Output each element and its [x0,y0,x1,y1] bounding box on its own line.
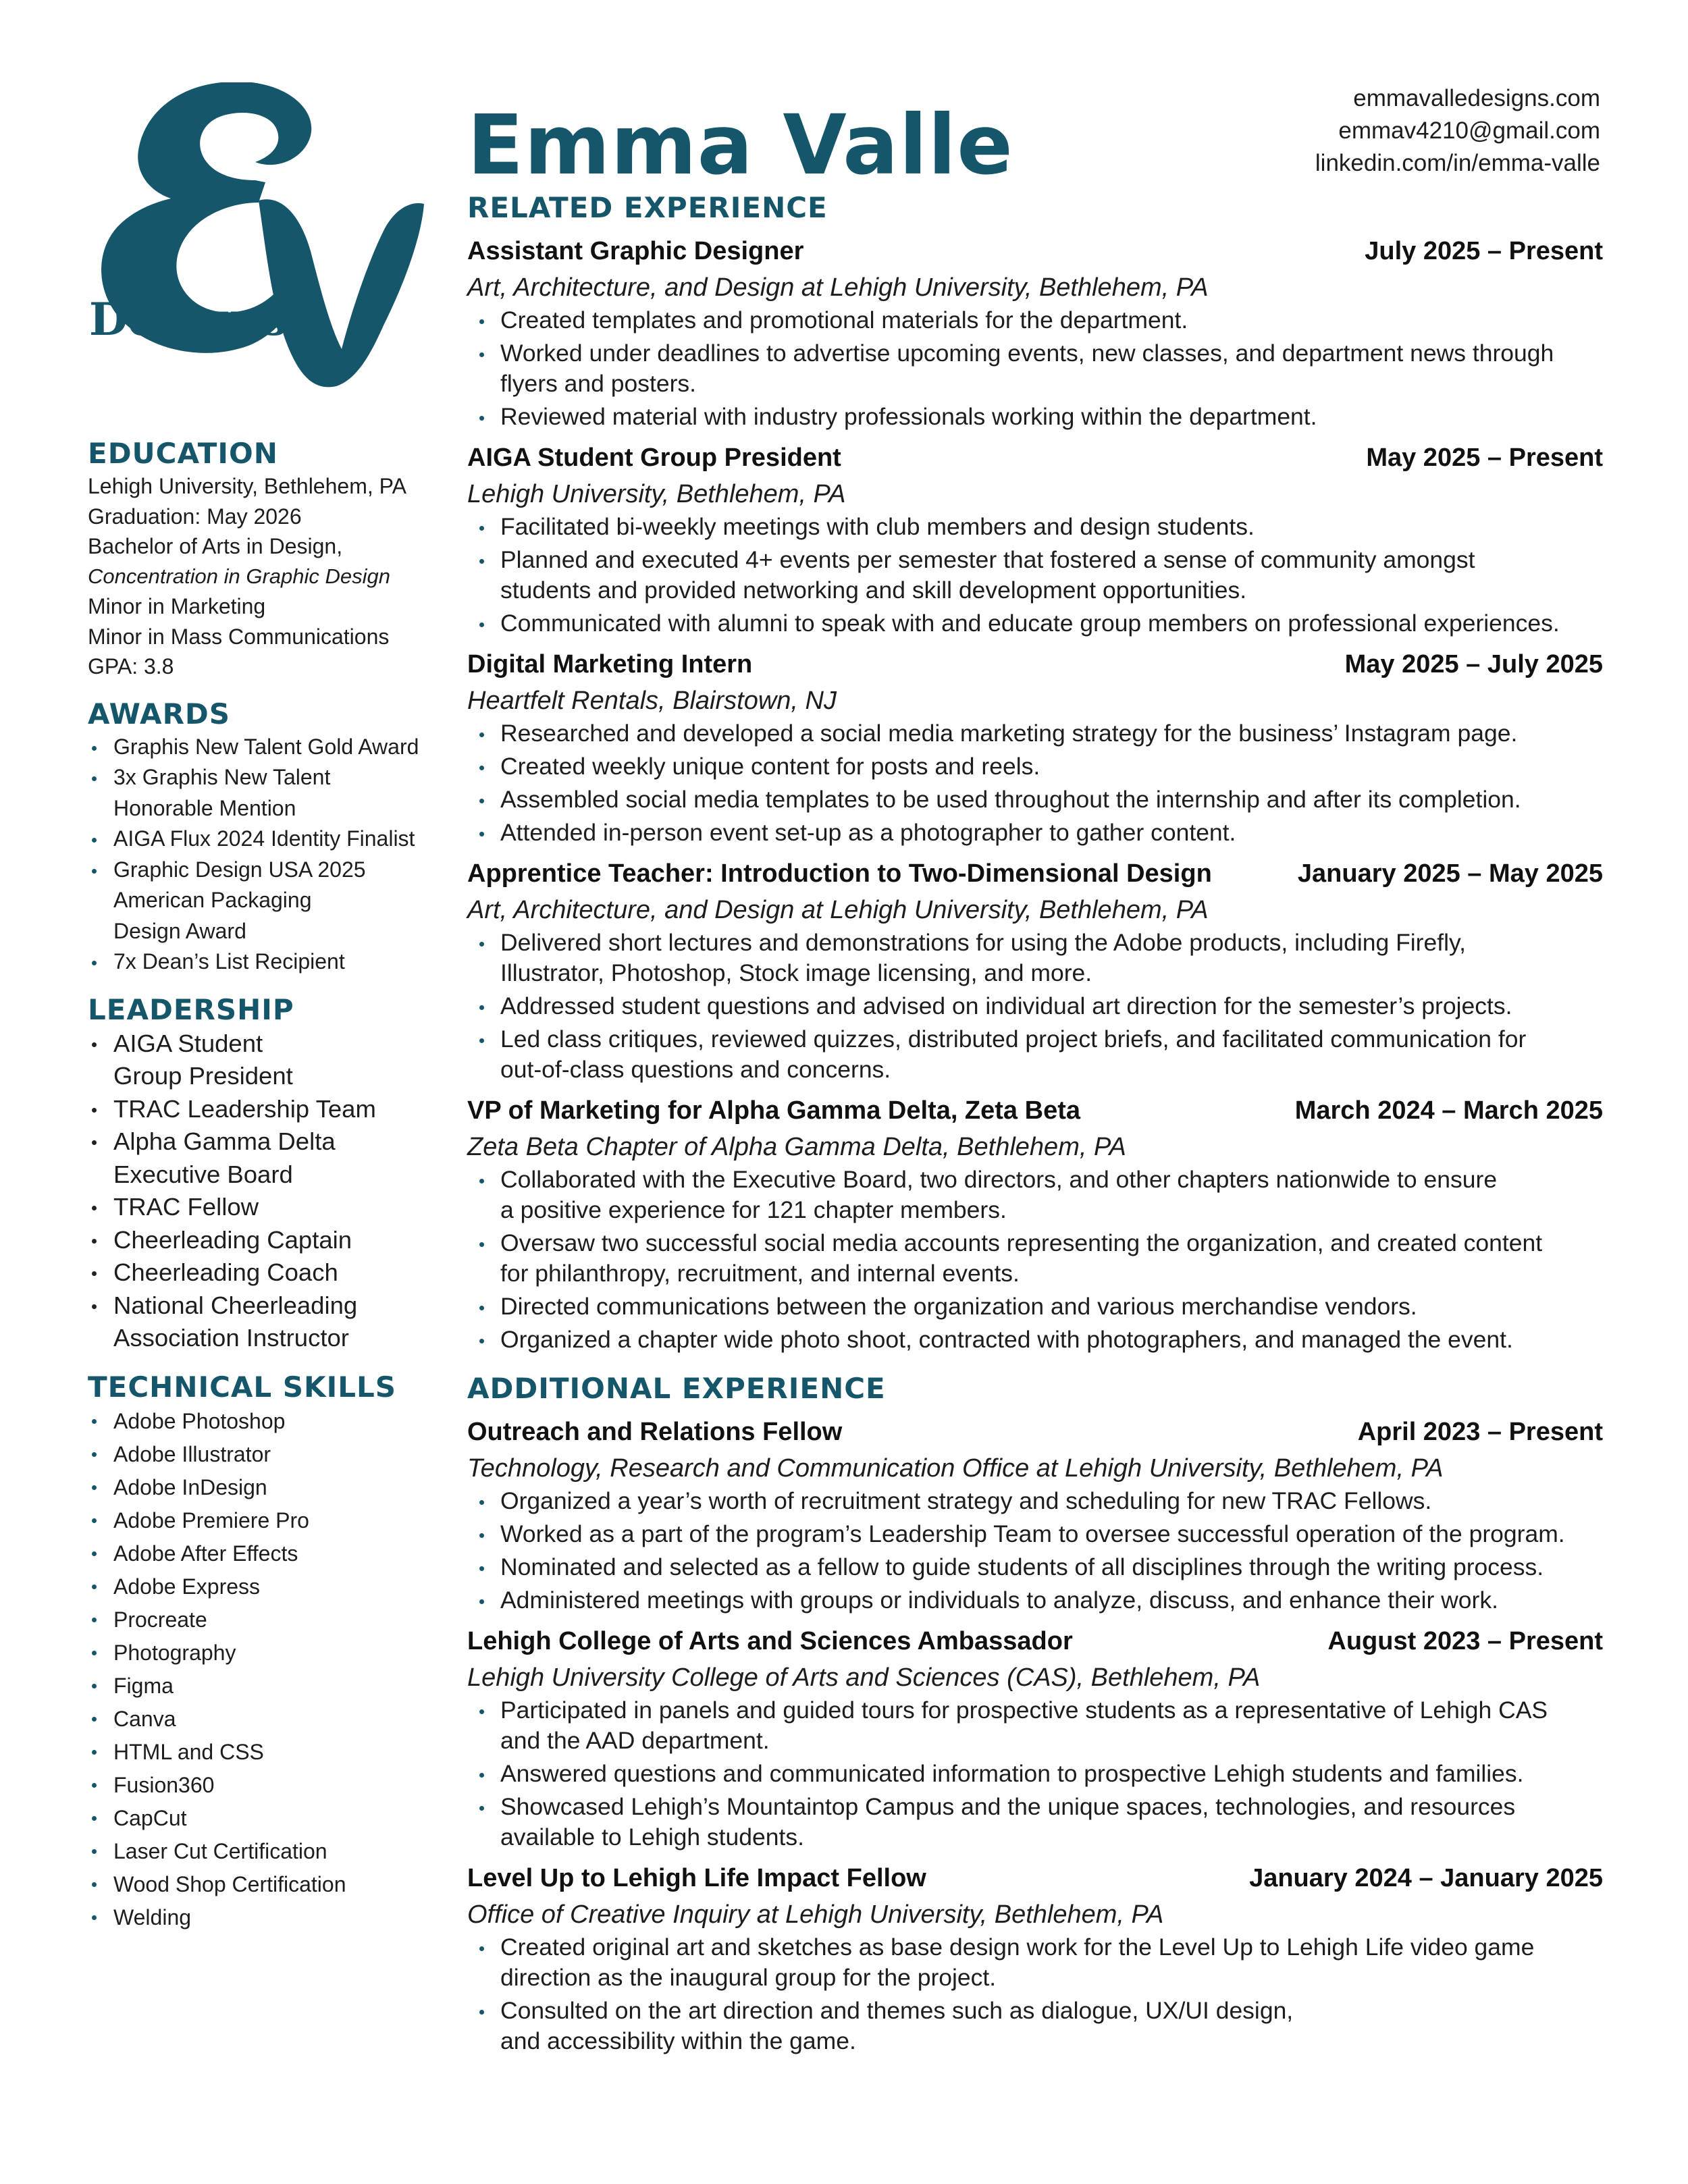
job-title: Apprentice Teacher: Introduction to Two-Dimensional Design [467,859,1212,888]
job-bullets [467,512,1603,639]
job-date: July 2025 – Present [1365,237,1603,265]
skill-item-text: Photography [113,1640,236,1665]
job-bullet-line: for philanthropy, recruitment, and internal events. [500,1260,1020,1287]
experience-header [467,1859,1603,1897]
leadership-item-text: National Cheerleading [113,1291,358,1319]
job-organization: Zeta Beta Chapter of Alpha Gamma Delta, Bethlehem, PA [467,1133,1126,1161]
ev-designs-logo [86,82,424,393]
skill-item-text: Adobe Express [113,1574,261,1599]
job-organization: Heartfelt Rentals, Blairstown, NJ [467,687,837,715]
education-line: Concentration in Graphic Design [88,564,391,588]
education-line: Minor in Marketing [88,594,266,618]
candidate-name: Emma Valle [467,97,1013,193]
job-bullet-line: Consulted on the art direction and themes such as dialogue, UX/UI design, [500,1997,1294,2024]
experience-header [467,1092,1603,1129]
experience-entry [467,645,1603,848]
job-bullet-line: Administered meetings with groups or individuals to analyze, discuss, and enhance their work. [500,1587,1498,1614]
leadership-heading: LEADERSHIP [88,992,294,1026]
job-bullet [467,928,1603,988]
job-bullet-line: and the AAD department. [500,1727,770,1754]
skill-item [88,1703,452,1736]
related-experience-list [467,232,1603,1355]
leadership-item [88,1125,452,1191]
job-bullet-line: Directed communications between the organization and various merchandise vendors. [500,1293,1417,1320]
skill-item-text: Laser Cut Certification [113,1838,327,1863]
experience-entry [467,1092,1603,1355]
job-bullet [467,1792,1603,1853]
job-organization: Art, Architecture, and Design at Lehigh University, Bethlehem, PA [467,273,1209,302]
skills-section [88,1370,452,1934]
job-organization: Technology, Research and Communication Office at Lehigh University, Bethlehem, PA [467,1454,1444,1483]
leadership-item-text: Association Instructor [113,1324,349,1352]
job-date: May 2025 – Present [1366,444,1603,472]
skill-item [88,1901,452,1934]
job-bullet-line: Worked as a part of the program’s Leadership Team to oversee successful operation of the program. [500,1520,1565,1547]
job-bullet-line: Showcased Lehigh’s Mountaintop Campus and the unique spaces, technologies, and resources [500,1793,1516,1820]
job-bullet-line: a positive experience for 121 chapter members. [500,1196,1007,1223]
left-column [88,436,452,1949]
award-item-text: 3x Graphis New Talent [113,765,331,789]
job-bullets [467,305,1603,432]
job-bullet [467,1996,1603,2056]
award-item-text: Graphic Design USA 2025 [113,857,366,882]
experience-header [467,855,1603,893]
experience-header [467,1622,1603,1660]
leadership-list [88,1028,452,1355]
job-bullet-line: Planned and executed 4+ events per semester that fostered a sense of community amongst [500,546,1475,573]
skill-item [88,1802,452,1835]
award-item [88,762,452,824]
job-title: Lehigh College of Arts and Sciences Ambassador [467,1627,1073,1655]
job-title: Digital Marketing Intern [467,650,753,678]
job-bullet-line: Created templates and promotional materials for the department. [500,307,1188,334]
skill-item-text: Fusion360 [113,1772,215,1797]
job-bullet [467,545,1603,606]
job-bullets [467,928,1603,1085]
job-bullets [467,718,1603,848]
job-title: VP of Marketing for Alpha Gamma Delta, Zeta Beta [467,1096,1080,1125]
job-date: January 2024 – January 2025 [1249,1864,1603,1892]
skills-heading: TECHNICAL SKILLS [88,1370,396,1404]
award-item [88,855,452,947]
job-bullet [467,718,1603,749]
experience-header [467,1413,1603,1451]
skill-item-text: Adobe Photoshop [113,1408,286,1433]
education-line: Minor in Mass Communications [88,624,390,649]
skill-item-text: Wood Shop Certification [113,1871,346,1896]
leadership-item-text: Alpha Gamma Delta [113,1127,336,1155]
skill-item [88,1570,452,1603]
additional-experience-list [467,1413,1603,2056]
job-bullet-line: flyers and posters. [500,370,697,397]
website-link[interactable]: emmavalledesigns.com [1353,85,1600,111]
awards-heading: AWARDS [88,697,231,730]
job-bullet [467,1165,1603,1225]
leadership-item [88,1028,452,1093]
job-bullets [467,1695,1603,1853]
skill-item [88,1636,452,1670]
leadership-item [88,1224,452,1257]
leadership-item-text: Group President [113,1062,293,1090]
education-line: GPA: 3.8 [88,654,174,678]
job-bullet-line: Organized a year’s worth of recruitment strategy and scheduling for new TRAC Fellows. [500,1487,1432,1514]
experience-header [467,232,1603,270]
experience-entry [467,1859,1603,2056]
email-link[interactable]: emmav4210@gmail.com [1338,117,1600,144]
skill-item-text: Adobe Premiere Pro [113,1508,309,1533]
job-bullet-line: out-of-class questions and concerns. [500,1056,891,1083]
education-section [88,436,452,682]
leadership-item [88,1289,452,1355]
job-bullet [467,818,1603,848]
skills-list [88,1405,452,1934]
job-bullet-line: Nominated and selected as a fellow to guide students of all disciplines through the writing process. [500,1553,1544,1580]
job-date: April 2023 – Present [1357,1418,1603,1446]
job-bullet [467,1759,1603,1789]
job-bullet-line: Reviewed material with industry professionals working within the department. [500,403,1317,430]
job-title: AIGA Student Group President [467,444,841,472]
skill-item [88,1835,452,1868]
job-bullet-line: Worked under deadlines to advertise upcoming events, new classes, and department news through [500,340,1554,367]
job-bullet [467,338,1603,399]
skill-item [88,1537,452,1570]
job-title: Outreach and Relations Fellow [467,1418,843,1446]
skill-item [88,1405,452,1438]
job-bullet-line: Illustrator, Photoshop, Stock image licensing, and more. [500,959,1092,986]
job-bullet-line: Created weekly unique content for posts and reels. [500,753,1040,780]
job-bullet [467,1552,1603,1582]
job-title: Assistant Graphic Designer [467,237,804,265]
leadership-item [88,1256,452,1289]
job-bullet-line: Communicated with alumni to speak with and educate group members on professional experiences. [500,610,1560,637]
experience-entry [467,1413,1603,1616]
job-bullet-line: Delivered short lectures and demonstrations for using the Adobe products, including Firefly, [500,929,1466,956]
job-date: January 2025 – May 2025 [1297,859,1603,888]
leadership-item-text: TRAC Fellow [113,1193,259,1221]
experience-entry [467,1622,1603,1853]
ev-monogram-icon [86,82,424,393]
job-bullet [467,305,1603,336]
job-bullet-line: Researched and developed a social media marketing strategy for the business’ Instagram page. [500,720,1518,747]
education-line: Bachelor of Arts in Design, [88,534,343,558]
job-date: May 2025 – July 2025 [1344,650,1603,678]
job-bullet [467,1486,1603,1516]
awards-section [88,697,452,978]
job-organization: Art, Architecture, and Design at Lehigh University, Bethlehem, PA [467,896,1209,924]
linkedin-link[interactable]: linkedin.com/in/emma-valle [1315,150,1600,176]
experience-entry [467,232,1603,432]
job-bullet-line: Attended in-person event set-up as a photographer to gather content. [500,819,1236,846]
job-bullet [467,1325,1603,1355]
award-item-text: Graphis New Talent Gold Award [113,734,419,759]
job-organization: Lehigh University, Bethlehem, PA [467,480,846,508]
job-bullet [467,1024,1603,1085]
leadership-item-text: Cheerleading Captain [113,1225,352,1254]
job-bullet-line: direction as the inaugural group for the project. [500,1964,997,1991]
leadership-item-text: AIGA Student [113,1029,263,1057]
skill-item-text: Adobe Illustrator [113,1441,271,1466]
experience-entry [467,439,1603,639]
job-title: Level Up to Lehigh Life Impact Fellow [467,1864,926,1892]
job-bullet-line: students and provided networking and skill development opportunities. [500,577,1247,604]
job-bullet-line: Created original art and sketches as base design work for the Level Up to Lehigh Life video game [500,1934,1535,1961]
job-organization: Lehigh University College of Arts and Sciences (CAS), Bethlehem, PA [467,1663,1261,1692]
job-bullet [467,512,1603,542]
job-bullet-line: Organized a chapter wide photo shoot, contracted with photographers, and managed the event. [500,1326,1513,1353]
skill-item-text: Figma [113,1673,174,1698]
skill-item-text: Procreate [113,1607,207,1632]
skill-item [88,1438,452,1471]
leadership-section [88,992,452,1355]
skill-item [88,1868,452,1901]
skill-item-text: Adobe InDesign [113,1474,267,1499]
logo-text: Designs [89,293,287,346]
job-bullet [467,1932,1603,1993]
job-date: August 2023 – Present [1327,1627,1603,1655]
job-bullet [467,402,1603,432]
job-bullet [467,751,1603,782]
job-bullet-line: Collaborated with the Executive Board, two directors, and other chapters nationwide to ensure [500,1166,1498,1193]
leadership-item [88,1191,452,1224]
job-bullet-line: Addressed student questions and advised on individual art direction for the semester’s projects. [500,992,1512,1019]
job-bullets [467,1932,1603,2056]
job-bullet-line: Participated in panels and guided tours for prospective students as a representative of Lehigh CAS [500,1697,1548,1724]
leadership-item-text: TRAC Leadership Team [113,1094,376,1123]
job-bullet [467,991,1603,1021]
job-bullet-line: and accessibility within the game. [500,2027,856,2054]
skill-item [88,1736,452,1769]
award-item-text: Design Award [113,918,246,943]
job-bullet-line: available to Lehigh students. [500,1823,804,1850]
job-bullet [467,1585,1603,1616]
job-bullet-line: Assembled social media templates to be used throughout the internship and after its completion. [500,786,1521,813]
additional-experience-heading: ADDITIONAL EXPERIENCE [467,1372,886,1405]
award-item-text: American Packaging [113,888,312,912]
experience-header [467,645,1603,683]
skill-item [88,1504,452,1537]
job-bullet-line: Facilitated bi-weekly meetings with club members and design students. [500,513,1255,540]
job-bullet [467,1291,1603,1322]
job-organization: Office of Creative Inquiry at Lehigh University, Bethlehem, PA [467,1900,1164,1929]
main-column [467,189,1603,2063]
skill-item [88,1603,452,1636]
education-line: Graduation: May 2026 [88,504,302,529]
job-bullet [467,784,1603,815]
award-item [88,824,452,855]
job-bullet [467,1695,1603,1756]
job-bullet-line: Led class critiques, reviewed quizzes, distributed project briefs, and facilitated communication for [500,1026,1527,1053]
job-bullet-line: Oversaw two successful social media accounts representing the organization, and created content [500,1229,1543,1256]
award-item [88,947,452,978]
education-line: Lehigh University, Bethlehem, PA [88,474,406,498]
skill-item-text: CapCut [113,1805,187,1830]
job-bullet [467,1519,1603,1549]
job-date: March 2024 – March 2025 [1294,1096,1603,1125]
contact-info [1315,82,1600,180]
leadership-item [88,1093,452,1126]
job-bullet [467,608,1603,639]
award-item-text: AIGA Flux 2024 Identity Finalist [113,826,415,851]
job-bullets [467,1486,1603,1616]
related-experience-heading: RELATED EXPERIENCE [467,191,828,224]
skill-item-text: HTML and CSS [113,1739,264,1764]
skill-item-text: Canva [113,1706,176,1731]
job-bullet [467,1228,1603,1289]
award-item-text: 7x Dean’s List Recipient [113,949,345,974]
award-item-text: Honorable Mention [113,795,296,820]
experience-header [467,439,1603,477]
leadership-item-text: Executive Board [113,1160,293,1188]
skill-item [88,1471,452,1504]
awards-list [88,732,452,978]
education-heading: EDUCATION [88,437,278,470]
job-bullet-line: Answered questions and communicated information to prospective Lehigh students and families. [500,1760,1524,1787]
skill-item [88,1769,452,1802]
leadership-item-text: Cheerleading Coach [113,1258,338,1286]
skill-item-text: Adobe After Effects [113,1541,298,1566]
skill-item [88,1670,452,1703]
award-item [88,732,452,763]
skill-item-text: Welding [113,1905,192,1929]
job-bullets [467,1165,1603,1355]
experience-entry [467,855,1603,1085]
